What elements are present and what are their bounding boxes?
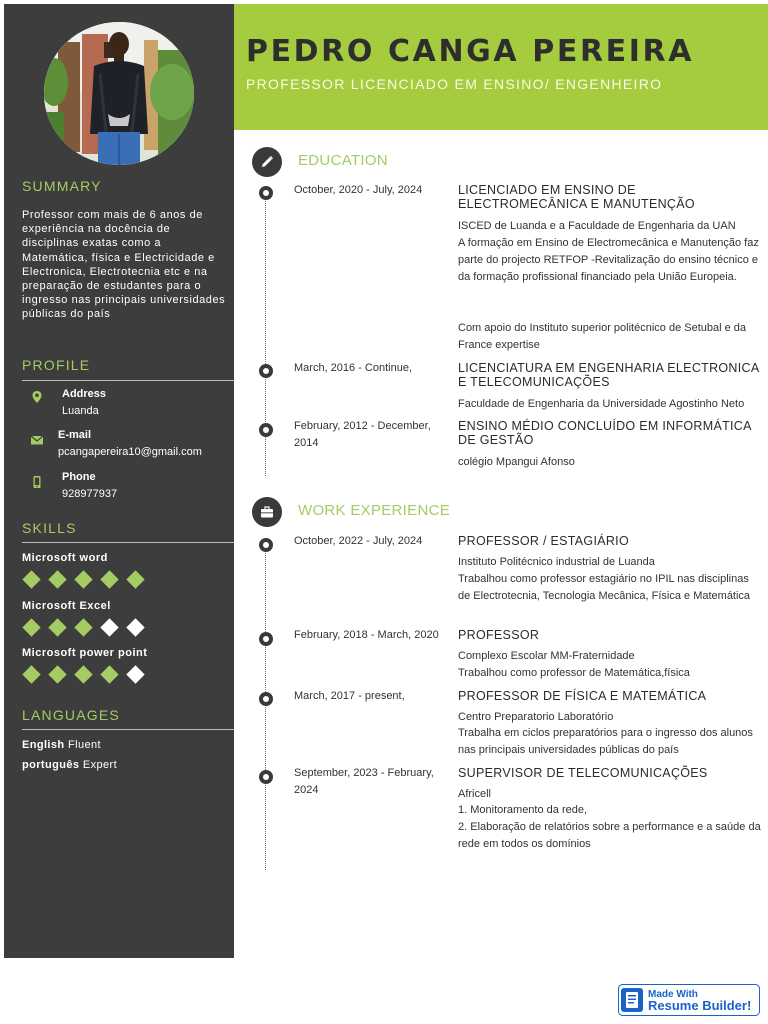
work-date: March, 2017 - present, <box>294 690 405 702</box>
timeline-node <box>259 692 273 706</box>
timeline-node <box>259 632 273 646</box>
profile-photo <box>44 22 194 165</box>
education-institution: colégio Mpangui Afonso <box>458 456 575 468</box>
badge-line2: Resume Builder! <box>648 998 752 1013</box>
profile-divider <box>22 380 234 381</box>
language-item <box>22 759 117 771</box>
map-pin-icon <box>30 390 44 404</box>
timeline-node <box>259 770 273 784</box>
work-date: October, 2022 - July, 2024 <box>294 535 423 547</box>
work-date: February, 2018 - March, 2020 <box>294 629 439 641</box>
mobile-phone-icon <box>30 475 44 489</box>
rating-diamond-empty <box>126 665 144 683</box>
sidebar <box>4 4 234 958</box>
candidate-title: PROFESSOR LICENCIADO EM ENSINO/ ENGENHEIRO <box>246 76 663 92</box>
timeline-node <box>259 538 273 552</box>
education-title: ENSINO MÉDIO CONCLUÍDO EM INFORMÁTICA DE GESTÃO <box>458 419 752 447</box>
work-title: PROFESSOR DE FÍSICA E MATEMÁTICA <box>458 689 707 703</box>
work-section-icon <box>252 497 282 527</box>
rating-diamond-filled <box>100 665 118 683</box>
address-label: Address <box>62 388 107 400</box>
language-name: português <box>22 759 80 771</box>
work-title: PROFESSOR <box>458 628 540 642</box>
timeline-node <box>259 364 273 378</box>
email-label: E-mail <box>58 429 92 441</box>
education-date: March, 2016 - Continue, <box>294 362 413 374</box>
address-value: Luanda <box>62 405 99 417</box>
rating-diamond-filled <box>48 665 66 683</box>
education-heading: EDUCATION <box>298 152 388 169</box>
badge-line1: Made With <box>648 989 698 1000</box>
education-description: A formação em Ensino de Electromecânica e Manutenção faz parte do projecto RETFOP -Revitalização do ensino técnico e da formação profissional financiado pela União Europeia. <box>458 237 759 283</box>
rating-diamond-filled <box>126 570 144 588</box>
work-institution: Instituto Politécnico industrial de Luanda <box>458 556 655 568</box>
summary-heading: SUMMARY <box>22 178 102 194</box>
education-date: October, 2020 - July, 2024 <box>294 184 423 196</box>
work-institution: Centro Preparatorio Laboratório <box>458 711 614 723</box>
work-description: Trabalha em ciclos preparatórios para o ingresso dos alunos nas principais universidades públicas do país <box>458 727 753 756</box>
work-title: PROFESSOR / ESTAGIÁRIO <box>458 534 629 548</box>
work-heading: WORK EXPERIENCE <box>298 502 451 519</box>
work-title: SUPERVISOR DE TELECOMUNICAÇÕES <box>458 766 708 780</box>
education-description: Com apoio do Instituto superior politécnico de Setubal e da France expertise <box>458 322 747 351</box>
phone-value: 928977937 <box>62 488 118 500</box>
work-description: 1. Monitoramento da rede, <box>458 804 588 816</box>
skills-heading: SKILLS <box>22 520 77 536</box>
education-date: February, 2012 - December, 2014 <box>294 420 431 449</box>
work-description: 2. Elaboração de relatórios sobre a performance e a saúde da rede em todos os domínios <box>458 821 761 850</box>
summary-text: Professor com mais de 6 anos de experiência na docência de disciplinas exatas como a Matemática, física e Electricidade e Electronica, Electrotecnia etc e na preparação de estudantes para o ingresso nas principais universidades públicas do país <box>22 209 226 321</box>
language-item <box>22 739 101 751</box>
rating-diamond-filled <box>48 570 66 588</box>
made-with-resume-builder-badge[interactable] <box>618 984 760 1016</box>
profile-heading: PROFILE <box>22 357 91 373</box>
language-name: English <box>22 739 65 751</box>
education-title: LICENCIADO EM ENSINO DE ELECTROMECÂNICA E MANUTENÇÃO <box>458 183 695 211</box>
phone-label: Phone <box>62 471 96 483</box>
work-date: September, 2023 - February, 2024 <box>294 767 434 796</box>
email-value[interactable]: pcangapereira10@gmail.com <box>58 446 202 458</box>
rating-diamond-filled <box>74 618 92 636</box>
resume-builder-logo <box>618 984 760 1016</box>
education-institution: Faculdade de Engenharia da Universidade Agostinho Neto <box>458 398 745 410</box>
work-description: Trabalhou como professor estagiário no IPIL nas disciplinas de Electrotecnia, Tecnologia Mecânica, Física e Matemática <box>458 573 751 602</box>
rating-diamond-filled <box>74 665 92 683</box>
pencil-icon <box>260 155 274 169</box>
skill-name: Microsoft Excel <box>22 600 111 612</box>
languages-divider <box>22 729 234 730</box>
rating-diamond-filled <box>22 665 40 683</box>
header-banner <box>234 4 768 130</box>
timeline-node <box>259 423 273 437</box>
languages-heading: LANGUAGES <box>22 707 120 723</box>
skills-divider <box>22 542 234 543</box>
envelope-icon <box>30 433 44 447</box>
candidate-name: PEDRO CANGA PEREIRA <box>246 34 695 69</box>
skill-name: Microsoft power point <box>22 647 148 659</box>
education-title: LICENCIATURA EM ENGENHARIA ELECTRONICA E TELECOMUNICAÇÕES <box>458 361 759 389</box>
rating-diamond-filled <box>100 570 118 588</box>
briefcase-icon <box>260 505 274 519</box>
work-description: Trabalhou como professor de Matemática,física <box>458 667 690 679</box>
education-institution: ISCED de Luanda e a Faculdade de Engenharia da UAN <box>458 220 736 232</box>
education-section-icon <box>252 147 282 177</box>
language-level: Fluent <box>68 739 101 751</box>
rating-diamond-filled <box>22 618 40 636</box>
timeline-node <box>259 186 273 200</box>
work-timeline-line <box>265 550 266 870</box>
rating-diamond-filled <box>48 618 66 636</box>
rating-diamond-filled <box>74 570 92 588</box>
language-level: Expert <box>82 759 118 771</box>
work-institution: Africell <box>458 788 492 800</box>
rating-diamond-filled <box>22 570 40 588</box>
profile-photo-image <box>44 22 194 165</box>
rating-diamond-empty <box>126 618 144 636</box>
rating-diamond-empty <box>100 618 118 636</box>
skill-name: Microsoft word <box>22 552 108 564</box>
work-institution: Complexo Escolar MM-Fraternidade <box>458 650 635 662</box>
